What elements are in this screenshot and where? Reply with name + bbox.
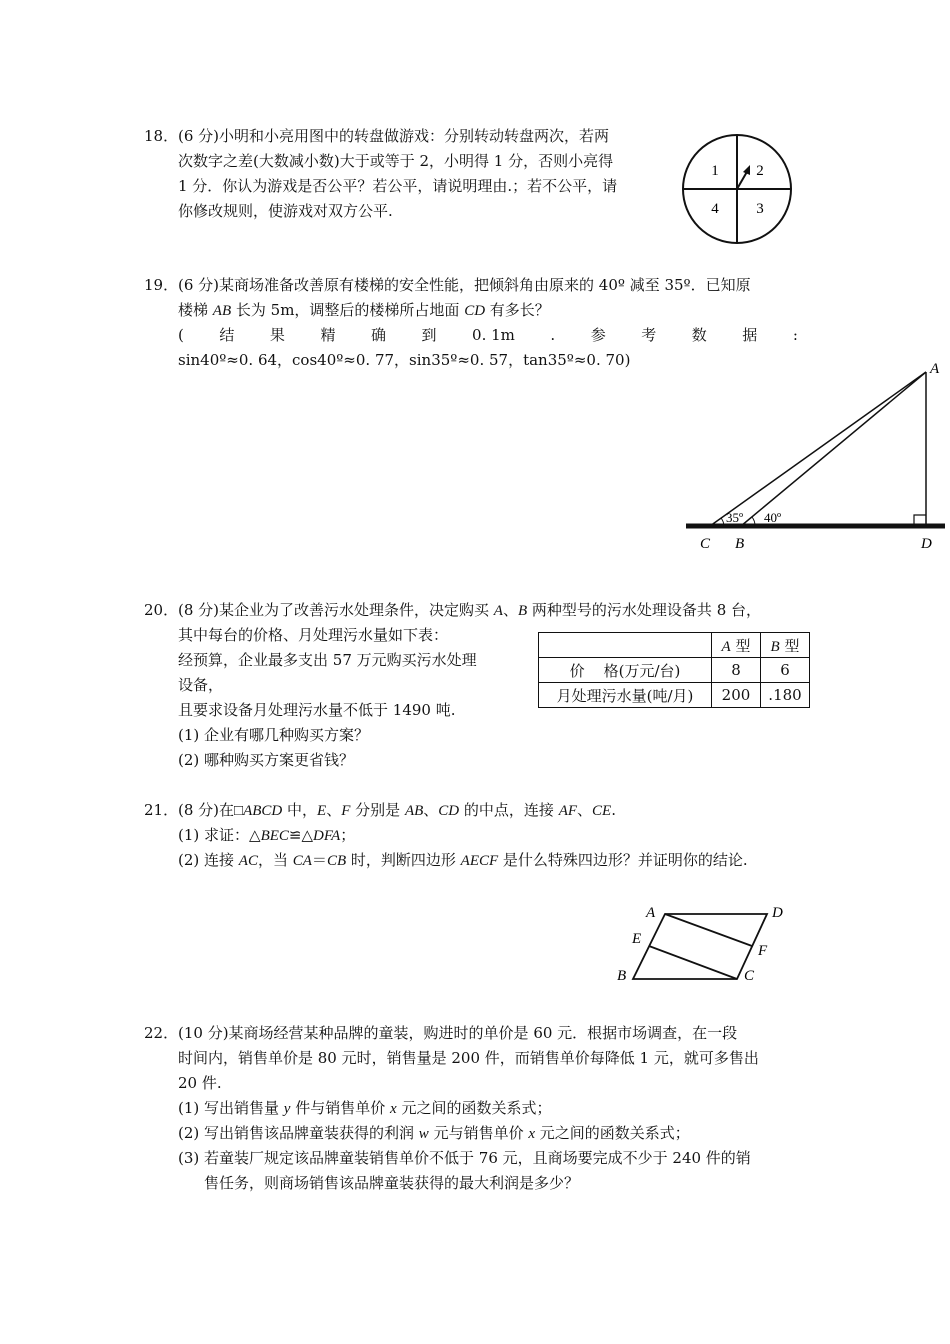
staircase-figure xyxy=(680,355,945,560)
label-angle-40: 40º xyxy=(764,510,782,525)
q19-spaced-char: 考 xyxy=(641,326,657,344)
q20-line-2: 其中每台的价格、月处理污水量如下表： xyxy=(178,626,449,644)
q18-line-4: 你修改规则，使游戏对双方公平. xyxy=(178,202,393,220)
q22-var: x xyxy=(528,1126,536,1142)
q19-spaced-char: 数 xyxy=(691,326,707,344)
header-suffix: 型 xyxy=(779,636,800,655)
q20-var-a: A xyxy=(493,603,503,619)
q21-var: □ABCD xyxy=(234,803,283,819)
label-f: F xyxy=(758,943,768,959)
q21-text: ＝ xyxy=(311,851,327,869)
q21-var: AB xyxy=(404,803,424,819)
q21-text: 的中点，连接 xyxy=(459,801,559,819)
q21-text: . xyxy=(611,801,616,819)
label-d: D xyxy=(772,905,783,921)
q20-number: 20． xyxy=(144,601,179,619)
label-a: A xyxy=(930,361,940,377)
q21-var: F xyxy=(341,803,351,819)
q21-var: CE xyxy=(592,803,612,819)
q20-text: 两种型号的污水处理设备共 8 台， xyxy=(527,601,762,619)
spinner-sector-3: 3 xyxy=(756,201,764,217)
q22-text: 元与销售单价 xyxy=(428,1124,529,1142)
q22-line-1: (10 分)某商场经营某种品牌的童装，购进时的单价是 60 元．根据市场调查，在一段 xyxy=(178,1024,738,1042)
q18-line-2: 次数字之差(大数减小数)大于或等于 2，小明得 1 分，否则小亮得 xyxy=(178,152,614,170)
label-c: C xyxy=(700,536,711,552)
q19-spaced-char: 据 xyxy=(742,326,758,344)
q21-text: ； xyxy=(340,826,356,844)
table-cell: .180 xyxy=(761,683,810,708)
q19-var-ab: AB xyxy=(212,303,232,319)
parallelogram-figure xyxy=(610,898,800,990)
equipment-table xyxy=(538,632,810,708)
q22-var: y xyxy=(283,1101,291,1117)
q21-var: DFA xyxy=(313,828,341,844)
table-header-type-b xyxy=(761,633,810,658)
table-cell: 6 xyxy=(761,658,810,683)
q19-spaced-char: 精 xyxy=(320,326,336,344)
table-row xyxy=(539,683,810,708)
label-d: D xyxy=(921,536,932,552)
q21-var: CD xyxy=(438,803,460,819)
q19-var-cd: CD xyxy=(464,303,486,319)
q19-spaced-char: . xyxy=(550,326,556,344)
q22-text: (2) 写出销售该品牌童装获得的利润 xyxy=(178,1124,419,1142)
q21-text: 、 xyxy=(326,801,342,819)
table-header-row xyxy=(539,633,810,658)
q21-text: 、 xyxy=(423,801,439,819)
q22-text: 件与销售单价 xyxy=(290,1099,391,1117)
table-cell: 8 xyxy=(712,658,761,683)
table-row xyxy=(539,658,810,683)
q19-spaced-char: 0. 1m xyxy=(472,326,515,344)
q19-line-4: sin40º≈0. 64，cos40º≈0. 77，sin35º≈0. 57，tan35º≈0. 70) xyxy=(178,351,631,369)
table-cell: 月处理污水量(吨/月) xyxy=(539,683,712,708)
q22-var: w xyxy=(418,1126,429,1142)
q21-line-2 xyxy=(178,825,355,846)
spinner-figure xyxy=(680,132,795,247)
label-b: B xyxy=(735,536,745,552)
q21-var: AF xyxy=(558,803,578,819)
q19-spaced-char: 到 xyxy=(421,326,437,344)
q20-line-5: 且要求设备月处理污水量不低于 1490 吨. xyxy=(178,701,456,719)
q21-text: 是什么特殊四边形？并证明你的结论. xyxy=(498,851,748,869)
q21-number: 21． xyxy=(144,801,179,819)
q21-var: E xyxy=(317,803,327,819)
q21-text: ≌△ xyxy=(288,826,314,844)
q20-text: (8 分)某企业为了改善污水处理条件，决定购买 xyxy=(178,601,494,619)
segment-ab xyxy=(741,372,926,526)
q20-line-3: 经预算，企业最多支出 57 万元购买污水处理 xyxy=(178,651,477,669)
q20-sub-1: (1) 企业有哪几种购买方案？ xyxy=(178,726,370,744)
q20-line-4: 设备， xyxy=(178,676,224,694)
table-cell: 200 xyxy=(712,683,761,708)
q21-var: BEC xyxy=(260,828,289,844)
q22-text: 元之间的函数关系式； xyxy=(396,1099,552,1117)
q19-number: 19． xyxy=(144,276,179,294)
q19-spaced-char: 果 xyxy=(269,326,285,344)
q21-var: CA xyxy=(292,853,312,869)
q19-spaced-char: : xyxy=(792,326,798,344)
q22-sub-3-cont: 售任务，则商场销售该品牌童装获得的最大利润是多少？ xyxy=(204,1174,580,1192)
table-header-type-a xyxy=(712,633,761,658)
q21-text: 中， xyxy=(282,801,318,819)
q21-var: AECF xyxy=(460,853,499,869)
q20-sub-2: (2) 哪种购买方案更省钱？ xyxy=(178,751,355,769)
header-suffix: 型 xyxy=(730,636,751,655)
q18-line-1: (6 分)小明和小亮用图中的转盘做游戏：分别转动转盘两次，若两 xyxy=(178,127,610,145)
q22-line-3: 20 件. xyxy=(178,1074,222,1092)
q20-var-b: B xyxy=(517,603,528,619)
q21-text: ，当 xyxy=(257,851,293,869)
q21-line-3 xyxy=(178,850,748,871)
q19-text: 楼梯 xyxy=(178,301,213,319)
q22-text: 元之间的函数关系式； xyxy=(535,1124,690,1142)
spinner-sector-2: 2 xyxy=(756,163,764,179)
q22-line-2: 时间内，销售单价是 80 元时，销售量是 200 件，而销售单价每降低 1 元，就可多售出 xyxy=(178,1049,759,1067)
q22-text: (1) 写出销售量 xyxy=(178,1099,284,1117)
label-b: B xyxy=(617,968,627,984)
q21-text: (1) 求证：△ xyxy=(178,826,261,844)
q21-text: 时，判断四边形 xyxy=(346,851,461,869)
q19-line-3 xyxy=(178,325,798,345)
q21-text: 分别是 xyxy=(350,801,405,819)
label-e: E xyxy=(632,931,642,947)
q18-number: 18． xyxy=(144,127,179,145)
q19-spaced-char: ( xyxy=(178,326,184,344)
spinner-sector-4: 4 xyxy=(711,201,719,217)
q19-spaced-char: 参 xyxy=(590,326,606,344)
q21-var: CB xyxy=(326,853,347,869)
q19-spaced-char: 确 xyxy=(370,326,386,344)
q21-line-1 xyxy=(178,800,616,821)
q22-sub-1 xyxy=(178,1098,551,1119)
q22-sub-2 xyxy=(178,1123,690,1144)
q22-number: 22． xyxy=(144,1024,179,1042)
segment-ce xyxy=(649,946,737,979)
q19-text: 有多长？ xyxy=(485,301,550,319)
q18-line-3: 1 分．你认为游戏是否公平？若公平，请说明理由.；若不公平，请 xyxy=(178,177,618,195)
q19-spaced-char: 结 xyxy=(219,326,235,344)
q22-var: x xyxy=(390,1101,397,1117)
label-a: A xyxy=(646,905,656,921)
segment-ac xyxy=(710,372,926,526)
header-letter: A xyxy=(721,638,731,655)
segment-af xyxy=(665,914,752,946)
q20-line-1 xyxy=(178,600,761,621)
header-letter: B xyxy=(770,638,780,655)
label-angle-35: 35º xyxy=(726,510,744,525)
q19-text: 长为 5m，调整后的楼梯所占地面 xyxy=(231,301,465,319)
spinner-pointer-head xyxy=(743,165,750,175)
q19-line-2 xyxy=(178,300,550,321)
q22-sub-3: (3) 若童装厂规定该品牌童装销售单价不低于 76 元，且商场要完成不少于 240 件的销 xyxy=(178,1149,751,1167)
label-c: C xyxy=(744,968,755,984)
spinner-sector-1: 1 xyxy=(711,163,719,179)
q21-text: (2) 连接 xyxy=(178,851,239,869)
table-cell: 价 格(万元/台) xyxy=(539,658,712,683)
q21-var: AC xyxy=(238,853,258,869)
q21-text: (8 分)在 xyxy=(178,801,235,819)
q21-text: 、 xyxy=(577,801,593,819)
table-header-blank xyxy=(539,633,712,658)
q20-text: 、 xyxy=(502,601,518,619)
q19-line-1: (6 分)某商场准备改善原有楼梯的安全性能，把倾斜角由原来的 40º 减至 35º．已知原 xyxy=(178,276,751,294)
